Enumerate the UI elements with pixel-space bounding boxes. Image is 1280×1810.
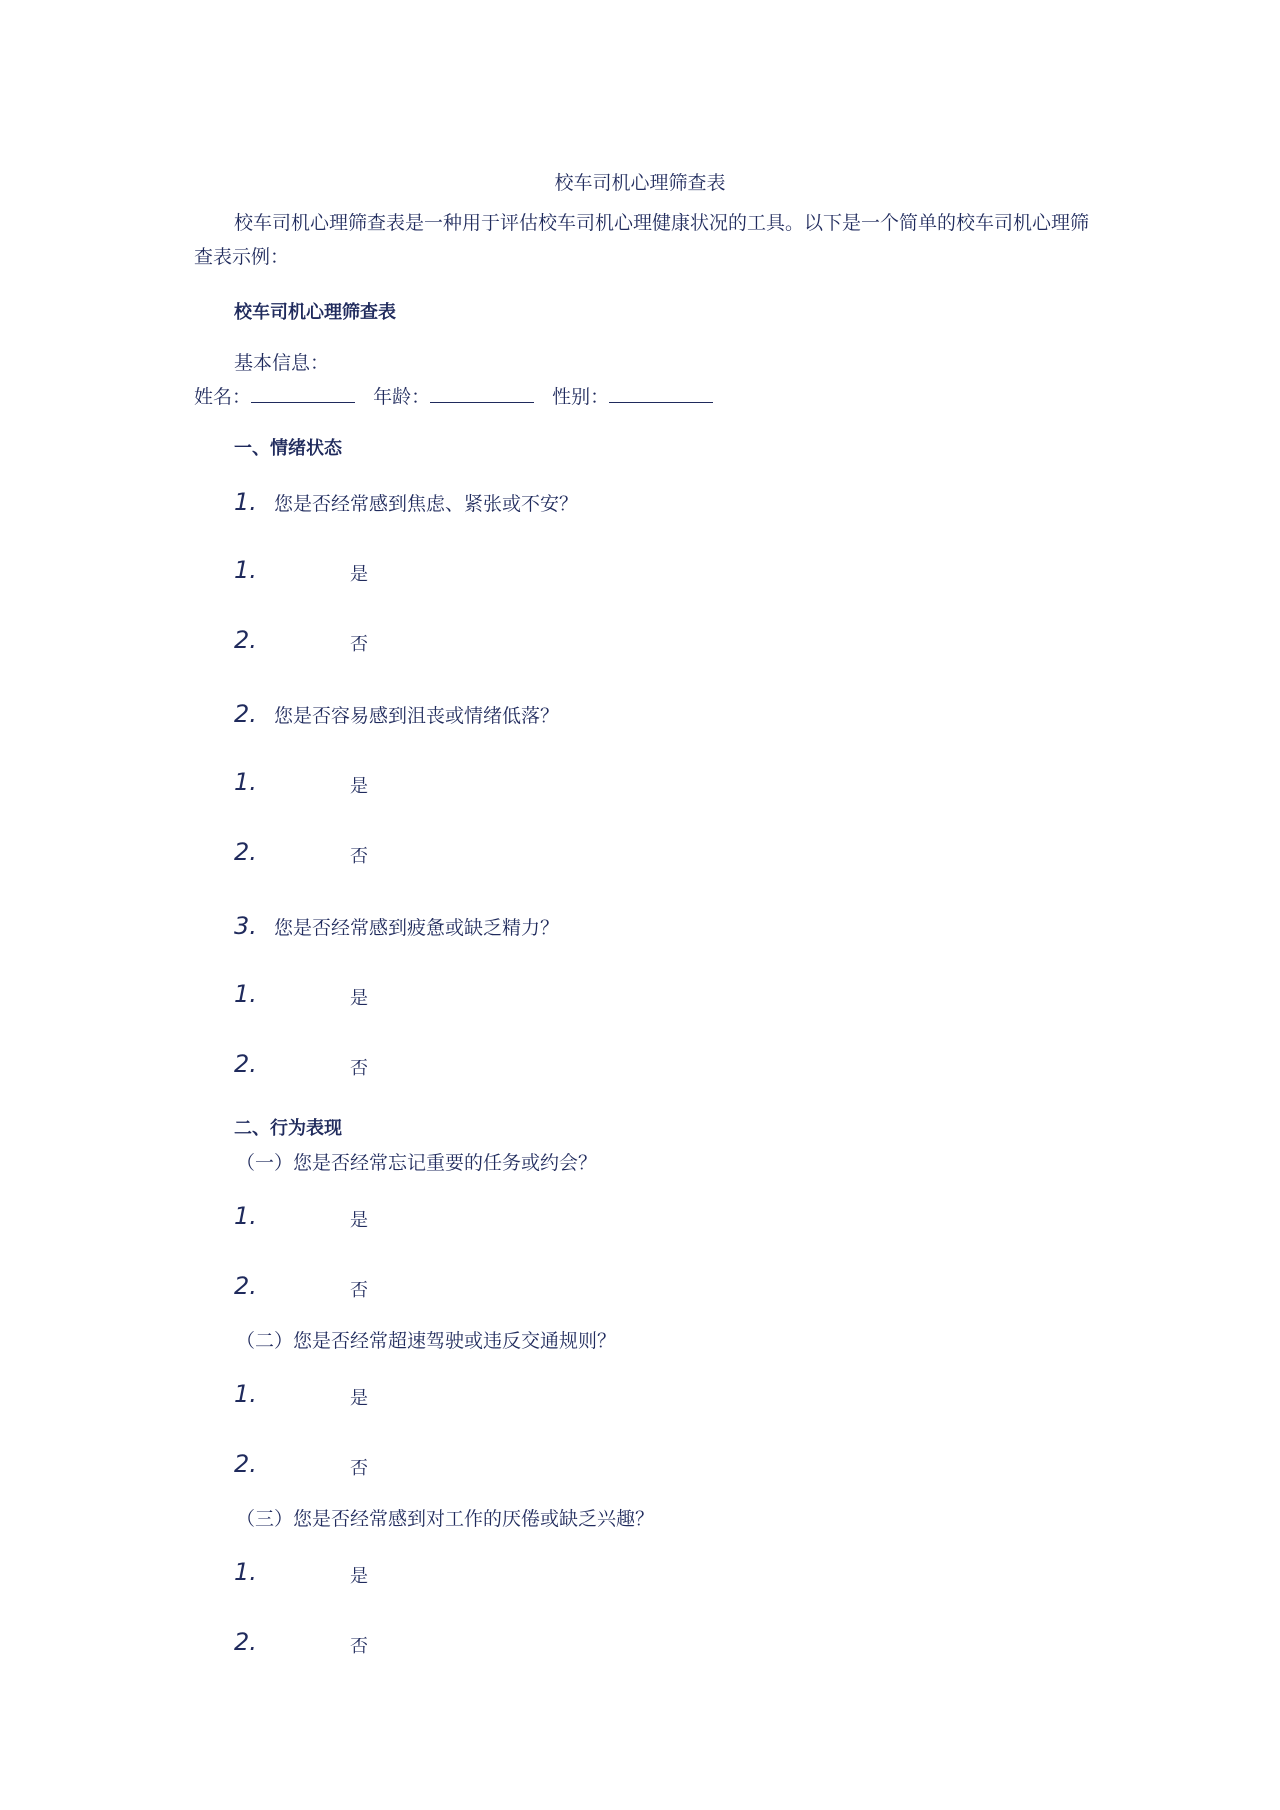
s2q3-option-1-number: 1. — [234, 1558, 257, 1586]
s2q1-option-1-label[interactable]: 是 — [350, 1210, 368, 1231]
s1q3-option-2-label[interactable]: 否 — [350, 1058, 368, 1079]
intro-paragraph: 校车司机心理筛查表是一种用于评估校车司机心理健康状况的工具。以下是一个简单的校车司机心理筛查表示例： — [194, 212, 1090, 268]
s1q3-option-1-number: 1. — [234, 980, 257, 1008]
question-text: 您是否容易感到沮丧或情绪低落？ — [274, 705, 560, 727]
question-number: 1. — [234, 488, 257, 516]
age-label: 年龄： — [373, 386, 431, 408]
basic-info-fields — [194, 382, 725, 409]
section2-heading: 二、行为表现 — [234, 1118, 342, 1139]
s1q3-option-1-label[interactable]: 是 — [350, 988, 368, 1009]
s2q2-option-1-number: 1. — [234, 1380, 257, 1408]
s2q2-option-2-number: 2. — [234, 1450, 257, 1478]
name-blank[interactable] — [251, 384, 355, 403]
section1-heading: 一、情绪状态 — [234, 438, 342, 459]
form-subtitle: 校车司机心理筛查表 — [234, 302, 396, 323]
s1-question-3 — [234, 912, 559, 940]
s2-question-2: （二）您是否经常超速驾驶或违反交通规则？ — [236, 1330, 617, 1352]
age-blank[interactable] — [430, 384, 534, 403]
s1-question-1 — [234, 488, 578, 516]
gender-blank[interactable] — [609, 384, 713, 403]
s1q2-option-1-number: 1. — [234, 768, 257, 796]
basic-info-label: 基本信息： — [234, 352, 330, 374]
question-number: 2. — [234, 700, 257, 728]
s1q2-option-2-label[interactable]: 否 — [350, 846, 368, 867]
s1q3-option-2-number: 2. — [234, 1050, 257, 1078]
question-text: 您是否经常感到疲惫或缺乏精力？ — [274, 917, 560, 939]
s2-question-1: （一）您是否经常忘记重要的任务或约会？ — [236, 1152, 598, 1174]
s2q2-option-2-label[interactable]: 否 — [350, 1458, 368, 1479]
s2-question-3: （三）您是否经常感到对工作的厌倦或缺乏兴趣？ — [236, 1508, 655, 1530]
s1q2-option-1-label[interactable]: 是 — [350, 776, 368, 797]
question-number: 3. — [234, 912, 257, 940]
s1q1-option-1-number: 1. — [234, 556, 257, 584]
s2q3-option-2-number: 2. — [234, 1628, 257, 1656]
s1q1-option-1-label[interactable]: 是 — [350, 564, 368, 585]
s1q2-option-2-number: 2. — [234, 838, 257, 866]
s2q1-option-1-number: 1. — [234, 1202, 257, 1230]
s2q3-option-2-label[interactable]: 否 — [350, 1636, 368, 1657]
s2q1-option-2-label[interactable]: 否 — [350, 1280, 368, 1301]
question-text: 您是否经常感到焦虑、紧张或不安？ — [274, 493, 579, 515]
s2q3-option-1-label[interactable]: 是 — [350, 1566, 368, 1587]
s2q1-option-2-number: 2. — [234, 1272, 257, 1300]
s1q1-option-2-number: 2. — [234, 626, 257, 654]
name-label: 姓名： — [194, 386, 252, 408]
s2q2-option-1-label[interactable]: 是 — [350, 1388, 368, 1409]
s1q1-option-2-label[interactable]: 否 — [350, 634, 368, 655]
s1-question-2 — [234, 700, 559, 728]
page-title: 校车司机心理筛查表 — [554, 172, 726, 194]
gender-label: 性别： — [552, 386, 610, 408]
